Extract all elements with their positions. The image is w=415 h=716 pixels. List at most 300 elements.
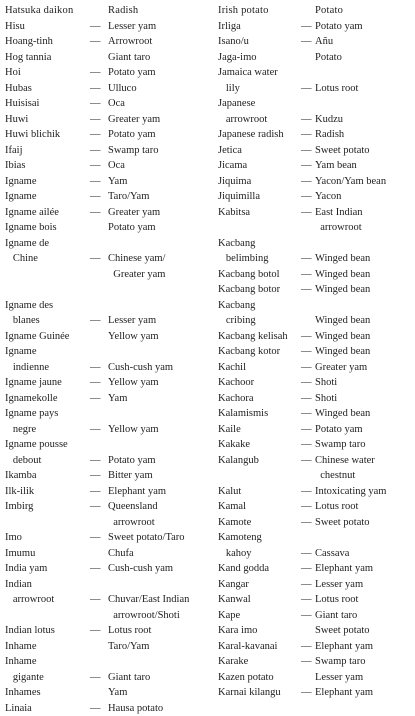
glossary-row (5, 329, 205, 345)
glossary-row (218, 406, 410, 422)
term-text: Igname (5, 344, 37, 360)
glossary-row (5, 220, 205, 236)
term-text: Ibias (5, 158, 25, 174)
meaning-text: Greater yam (315, 360, 367, 376)
glossary-row (218, 96, 410, 112)
term-text: Inhame (5, 639, 37, 655)
glossary-row (218, 654, 410, 670)
term-text: Igname ailée (5, 205, 59, 221)
meaning-text: Elephant yam (315, 685, 373, 701)
term-text: arrowroot (218, 112, 267, 128)
glossary-row (218, 484, 410, 500)
term-text: Jetica (218, 143, 242, 159)
dash-separator: — (301, 81, 312, 97)
glossary-row (218, 19, 410, 35)
term-text: Inhame (5, 654, 37, 670)
glossary-row (218, 127, 410, 143)
meaning-text: Sweet potato/Taro (108, 530, 185, 546)
column-header-row (5, 3, 205, 19)
dash-separator: — (90, 468, 101, 484)
dash-separator: — (301, 422, 312, 438)
glossary-row (218, 468, 410, 484)
glossary-row (5, 623, 205, 639)
meaning-text: Oca (108, 158, 125, 174)
glossary-row (5, 112, 205, 128)
dash-separator: — (301, 546, 312, 562)
meaning-text: arrowroot (108, 515, 155, 531)
term-text: Karal-kavanai (218, 639, 277, 655)
term-text: Kacbang (218, 298, 255, 314)
dash-separator: — (90, 701, 101, 716)
dash-separator: — (90, 205, 101, 221)
meaning-text: Yellow yam (108, 422, 159, 438)
glossary-row (218, 499, 410, 515)
meaning-text: Winged bean (315, 251, 370, 267)
dash-separator: — (301, 205, 312, 221)
glossary-row (5, 205, 205, 221)
meaning-text: Taro/Yam (108, 189, 149, 205)
meaning-text: Winged bean (315, 344, 370, 360)
term-text: Kara imo (218, 623, 257, 639)
meaning-text: Añu (315, 34, 333, 50)
dash-separator: — (90, 81, 101, 97)
term-text: belimbing (218, 251, 268, 267)
meaning-text: Chuvar/East Indian (108, 592, 189, 608)
dash-separator: — (90, 375, 101, 391)
term-text: Hoang-tinh (5, 34, 53, 50)
term-text: Kabitsa (218, 205, 250, 221)
dash-separator: — (301, 515, 312, 531)
glossary-row (218, 65, 410, 81)
meaning-text: Lotus root (108, 623, 151, 639)
term-text: Jiquima (218, 174, 251, 190)
glossary-row (218, 530, 410, 546)
dash-separator: — (90, 670, 101, 686)
meaning-text: Lesser yam (108, 313, 156, 329)
meaning-text: Bitter yam (108, 468, 153, 484)
glossary-row (5, 437, 205, 453)
meaning-text: Queensland (108, 499, 158, 515)
glossary-row (5, 236, 205, 252)
dash-separator: — (90, 96, 101, 112)
term-text: Linaia (5, 701, 32, 716)
meaning-text: Potato yam (315, 19, 363, 35)
dash-separator: — (90, 174, 101, 190)
meaning-text: Ulluco (108, 81, 137, 97)
dash-separator: — (301, 437, 312, 453)
glossary-row (5, 96, 205, 112)
glossary-row (5, 406, 205, 422)
dash-separator: — (301, 360, 312, 376)
glossary-row (218, 251, 410, 267)
meaning-text: arrowroot/Shoti (108, 608, 180, 624)
meaning-text: Hausa potato (108, 701, 163, 716)
meaning-text: Greater yam (108, 267, 165, 283)
left-column (5, 3, 205, 716)
meaning-text: Yacon/Yam bean (315, 174, 386, 190)
meaning-text: Radish (315, 127, 344, 143)
term-text: Indian lotus (5, 623, 55, 639)
term-text: Hog tannia (5, 50, 51, 66)
glossary-row (5, 639, 205, 655)
dash-separator: — (301, 639, 312, 655)
glossary-row (5, 251, 205, 267)
term-text: Igname pousse (5, 437, 68, 453)
term-text: Igname jaune (5, 375, 62, 391)
meaning-text: Giant taro (108, 670, 150, 686)
glossary-row (5, 298, 205, 314)
glossary-row (218, 50, 410, 66)
meaning-text: Cush-cush yam (108, 360, 173, 376)
glossary-row (5, 127, 205, 143)
meaning-text: Shoti (315, 391, 337, 407)
term-text: Ikamba (5, 468, 37, 484)
term-text: Kacbang kotor (218, 344, 280, 360)
glossary-row (5, 189, 205, 205)
term-text: arrowroot (5, 592, 54, 608)
glossary-row (218, 112, 410, 128)
term-text: cribing (218, 313, 256, 329)
glossary-row (218, 375, 410, 391)
meaning-text: Yam (108, 685, 127, 701)
term-text: Kalut (218, 484, 241, 500)
glossary-row (5, 515, 205, 531)
meaning-text: Swamp taro (315, 437, 365, 453)
meaning-text: Potato yam (315, 422, 363, 438)
term-text: lily (218, 81, 240, 97)
glossary-row (5, 65, 205, 81)
glossary-row (5, 143, 205, 159)
glossary-row (5, 391, 205, 407)
term-text: Irish potato (218, 3, 269, 19)
glossary-row (5, 701, 205, 716)
meaning-text: Yam bean (315, 158, 357, 174)
meaning-text: Lotus root (315, 81, 358, 97)
glossary-row (218, 34, 410, 50)
glossary-row (5, 499, 205, 515)
dash-separator: — (90, 561, 101, 577)
term-text: Kaile (218, 422, 241, 438)
term-text: Indian (5, 577, 32, 593)
glossary-row (5, 685, 205, 701)
term-text: Hoi (5, 65, 21, 81)
term-text: Jaga-imo (218, 50, 257, 66)
glossary-row (218, 344, 410, 360)
meaning-text: Sweet potato (315, 143, 370, 159)
meaning-text: Sweet potato (315, 515, 370, 531)
meaning-text: Chufa (108, 546, 134, 562)
meaning-text: Winged bean (315, 329, 370, 345)
dash-separator: — (90, 499, 101, 515)
glossary-row (218, 422, 410, 438)
meaning-text: Elephant yam (315, 639, 373, 655)
meaning-text: Greater yam (108, 112, 160, 128)
dash-separator: — (90, 127, 101, 143)
meaning-text: Potato yam (108, 65, 156, 81)
term-text: Imumu (5, 546, 35, 562)
dash-separator: — (90, 65, 101, 81)
meaning-text: Giant taro (315, 608, 357, 624)
term-text: Kacbang botol (218, 267, 280, 283)
dash-separator: — (301, 112, 312, 128)
glossary-row (218, 205, 410, 221)
glossary-row (5, 654, 205, 670)
term-text: Chine (5, 251, 38, 267)
meaning-text: Radish (108, 3, 138, 19)
glossary-row (5, 530, 205, 546)
glossary-row (5, 267, 205, 283)
dash-separator: — (90, 19, 101, 35)
meaning-text: Yam (108, 391, 127, 407)
meaning-text: Lotus root (315, 592, 358, 608)
term-text: Kamoteng (218, 530, 262, 546)
glossary-row (5, 670, 205, 686)
term-text: Kachora (218, 391, 254, 407)
term-text: Kacbang (218, 236, 255, 252)
term-text: debout (5, 453, 41, 469)
term-text: Kamal (218, 499, 246, 515)
glossary-row (5, 422, 205, 438)
glossary-row (218, 220, 410, 236)
term-text: Igname bois (5, 220, 57, 236)
meaning-text: Lesser yam (315, 670, 363, 686)
meaning-text: Swamp taro (108, 143, 158, 159)
term-text: Karake (218, 654, 248, 670)
glossary-row (218, 267, 410, 283)
meaning-text: Lotus root (315, 499, 358, 515)
dash-separator: — (301, 499, 312, 515)
term-text: Kamote (218, 515, 251, 531)
dash-separator: — (90, 422, 101, 438)
glossary-row (5, 468, 205, 484)
meaning-text: Potato yam (108, 220, 156, 236)
term-text: Isano/u (218, 34, 249, 50)
meaning-text: Swamp taro (315, 654, 365, 670)
meaning-text: Yacon (315, 189, 341, 205)
term-text: Kakake (218, 437, 250, 453)
dash-separator: — (90, 623, 101, 639)
meaning-text: Taro/Yam (108, 639, 149, 655)
meaning-text: Oca (108, 96, 125, 112)
dash-separator: — (301, 19, 312, 35)
term-text: Huisisai (5, 96, 39, 112)
meaning-text: Kudzu (315, 112, 343, 128)
term-text: Kalangub (218, 453, 259, 469)
glossary-row (5, 561, 205, 577)
meaning-text: arrowroot (315, 220, 362, 236)
term-text: Igname de (5, 236, 49, 252)
glossary-row (5, 344, 205, 360)
right-column (218, 3, 410, 701)
term-text: Hisu (5, 19, 25, 35)
glossary-row (218, 236, 410, 252)
term-text: Igname (5, 174, 37, 190)
glossary-row (218, 437, 410, 453)
meaning-text: Elephant yam (108, 484, 166, 500)
glossary-row (218, 298, 410, 314)
meaning-text: Intoxicating yam (315, 484, 386, 500)
glossary-row (5, 19, 205, 35)
dash-separator: — (90, 360, 101, 376)
dash-separator: — (90, 34, 101, 50)
dash-separator: — (90, 251, 101, 267)
meaning-text: Winged bean (315, 406, 370, 422)
glossary-row (218, 515, 410, 531)
meaning-text: Cush-cush yam (108, 561, 173, 577)
dash-separator: — (301, 344, 312, 360)
dash-separator: — (90, 158, 101, 174)
meaning-text: Chinese yam/ (108, 251, 165, 267)
dash-separator: — (301, 127, 312, 143)
glossary-row (5, 375, 205, 391)
term-text: Jamaica water (218, 65, 278, 81)
glossary-row (5, 158, 205, 174)
glossary-row (218, 592, 410, 608)
term-text: Kanwal (218, 592, 251, 608)
dash-separator: — (301, 375, 312, 391)
term-text: kahoy (218, 546, 252, 562)
glossary-row (5, 546, 205, 562)
dash-separator: — (90, 391, 101, 407)
term-text: Inhames (5, 685, 41, 701)
term-text: negre (5, 422, 36, 438)
meaning-text: Potato yam (108, 127, 156, 143)
dash-separator: — (301, 251, 312, 267)
dash-separator: — (90, 530, 101, 546)
glossary-row (218, 639, 410, 655)
dash-separator: — (301, 143, 312, 159)
glossary-row (218, 81, 410, 97)
meaning-text: Potato (315, 3, 343, 19)
meaning-text: Elephant yam (315, 561, 373, 577)
term-text: Igname des (5, 298, 53, 314)
glossary-row (5, 81, 205, 97)
dash-separator: — (90, 189, 101, 205)
meaning-text: Yellow yam (108, 375, 159, 391)
term-text: Huwi (5, 112, 28, 128)
meaning-text: East Indian (315, 205, 363, 221)
term-text: Jicama (218, 158, 247, 174)
meaning-text: Winged bean (315, 267, 370, 283)
meaning-text: Winged bean (315, 282, 370, 298)
dash-separator: — (301, 34, 312, 50)
dash-separator: — (301, 685, 312, 701)
term-text: Hatsuka daikon (5, 3, 73, 19)
term-text: Igname (5, 189, 37, 205)
meaning-text: Lesser yam (108, 19, 156, 35)
glossary-row (218, 329, 410, 345)
dash-separator: — (90, 592, 101, 608)
meaning-text: Potato (315, 50, 342, 66)
dash-separator: — (90, 484, 101, 500)
dash-separator: — (301, 391, 312, 407)
glossary-row (218, 282, 410, 298)
glossary-row (218, 391, 410, 407)
glossary-row (218, 670, 410, 686)
term-text: indienne (5, 360, 49, 376)
dash-separator: — (301, 267, 312, 283)
term-text: Huwi blichik (5, 127, 60, 143)
term-text: India yam (5, 561, 47, 577)
dash-separator: — (301, 577, 312, 593)
dash-separator: — (301, 484, 312, 500)
term-text: Imbirg (5, 499, 33, 515)
term-text: Igname pays (5, 406, 58, 422)
meaning-text: Lesser yam (315, 577, 363, 593)
dash-separator: — (90, 143, 101, 159)
dash-separator: — (301, 158, 312, 174)
glossary-row (218, 546, 410, 562)
glossary-row (5, 282, 205, 298)
glossary-row (218, 623, 410, 639)
term-text: Kape (218, 608, 240, 624)
term-text: Kangar (218, 577, 249, 593)
glossary-row (218, 189, 410, 205)
glossary-row (5, 50, 205, 66)
term-text: Kachil (218, 360, 246, 376)
meaning-text: Shoti (315, 375, 337, 391)
glossary-row (5, 592, 205, 608)
glossary-row (5, 360, 205, 376)
dash-separator: — (301, 453, 312, 469)
dash-separator: — (90, 112, 101, 128)
term-text: Imo (5, 530, 22, 546)
glossary-row (5, 484, 205, 500)
meaning-text: chestnut (315, 468, 355, 484)
term-text: gigante (5, 670, 44, 686)
dash-separator: — (301, 406, 312, 422)
glossary-row (5, 577, 205, 593)
term-text: Kacbang botor (218, 282, 280, 298)
term-text: Karnai kilangu (218, 685, 281, 701)
dash-separator: — (301, 592, 312, 608)
glossary-row (218, 313, 410, 329)
glossary-row (218, 143, 410, 159)
term-text: Igname Guinée (5, 329, 69, 345)
meaning-text: Greater yam (108, 205, 160, 221)
dash-separator: — (90, 453, 101, 469)
term-text: Ignamekolle (5, 391, 57, 407)
term-text: Ilk-ilik (5, 484, 34, 500)
term-text: Kachoor (218, 375, 254, 391)
dash-separator: — (301, 174, 312, 190)
glossary-row (218, 360, 410, 376)
term-text: Irliga (218, 19, 241, 35)
glossary-row (5, 453, 205, 469)
term-text: Kalamismis (218, 406, 268, 422)
glossary-row (218, 453, 410, 469)
term-text: Kacbang kelisah (218, 329, 288, 345)
glossary-row (218, 685, 410, 701)
term-text: Jiquimilla (218, 189, 260, 205)
meaning-text: Sweet potato (315, 623, 370, 639)
dash-separator: — (301, 329, 312, 345)
meaning-text: Cassava (315, 546, 349, 562)
term-text: blanes (5, 313, 40, 329)
term-text: Kazen potato (218, 670, 274, 686)
meaning-text: Giant taro (108, 50, 150, 66)
meaning-text: Potato yam (108, 453, 156, 469)
term-text: Ifaij (5, 143, 23, 159)
glossary-row (218, 158, 410, 174)
dash-separator: — (301, 654, 312, 670)
meaning-text: Chinese water (315, 453, 375, 469)
dash-separator: — (301, 189, 312, 205)
glossary-row (218, 561, 410, 577)
term-text: Japanese (218, 96, 255, 112)
term-text: Hubas (5, 81, 32, 97)
meaning-text: Yam (108, 174, 127, 190)
